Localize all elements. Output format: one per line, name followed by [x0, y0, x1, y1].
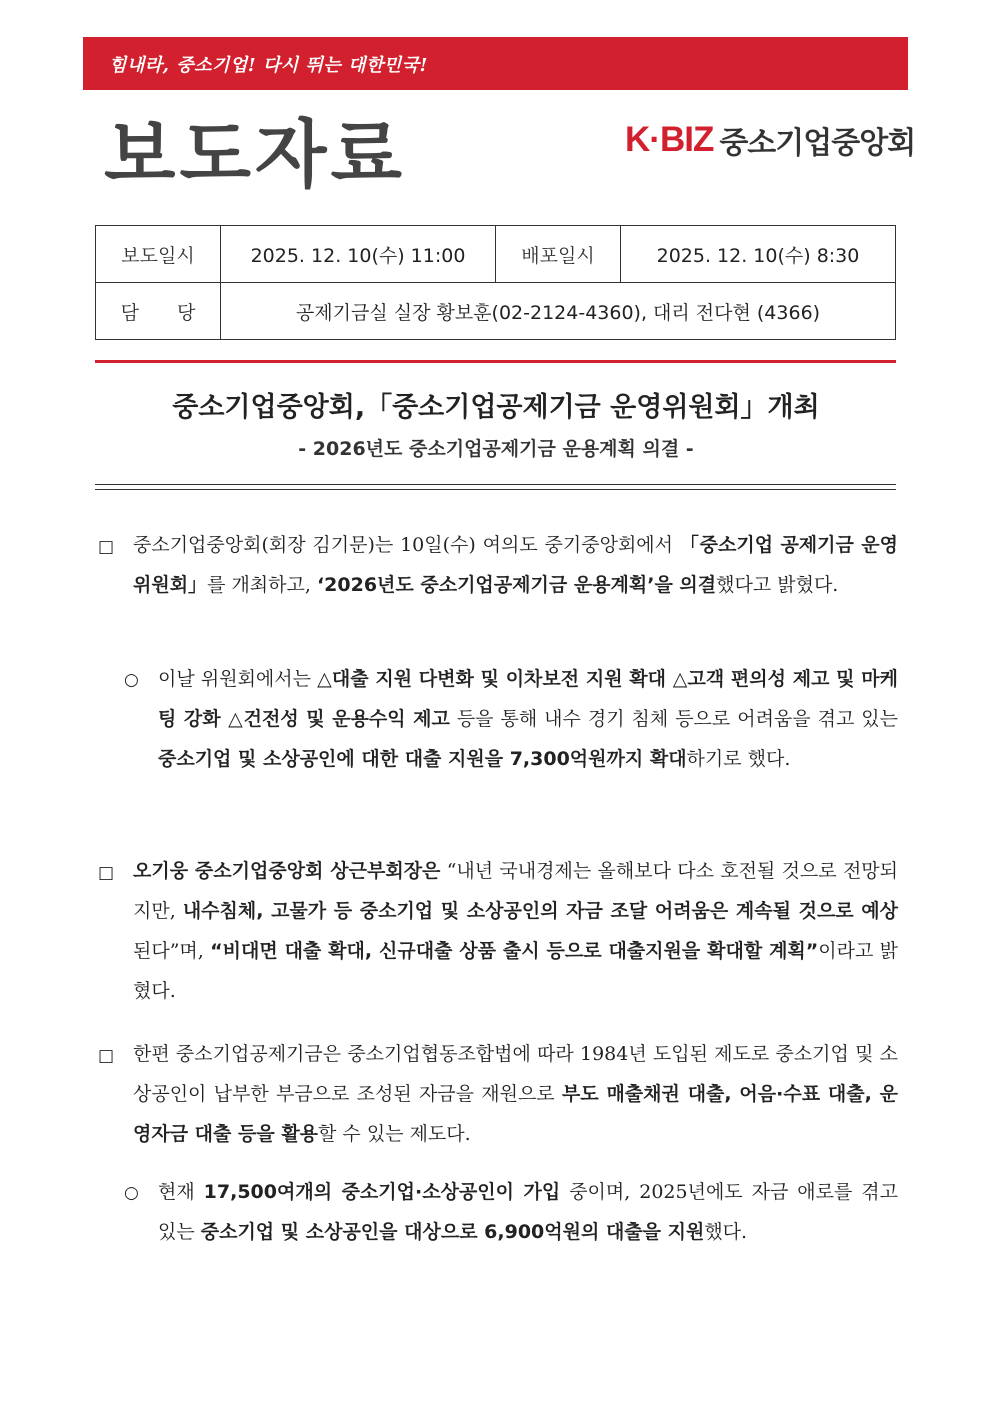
p1-text-e: 했다고 밝혔다. — [716, 574, 839, 596]
p3-text-b: “내년 국내경제는 올해보다 다소 호전될 것으로 전망되지만, — [133, 860, 898, 922]
info-divider — [95, 360, 896, 363]
p1-text-d: ‘2026년도 중소기업공제기금 운용계획’을 의결 — [316, 574, 717, 596]
headline: 중소기업중앙회,「중소기업공제기금 운영위원회」개최 — [172, 392, 820, 423]
p3-text-d: 된다”며, — [133, 940, 211, 962]
contact-label: 담 당 — [96, 283, 221, 340]
contact-value: 공제기금실 실장 황보훈(02-2124-4360), 대리 전다현 (4366) — [221, 283, 896, 340]
p2-text-d: 중소기업 및 소상공인에 대한 대출 지원을 7,300억원까지 확대 — [158, 748, 687, 770]
p3-text-c: 내수침체, 고물가 등 중소기업 및 소상공인의 자금 조달 어려움은 계속될 것으로 예상 — [182, 900, 898, 922]
circle-bullet-2: ○ — [124, 1183, 139, 1203]
p3-text-f: 이라고 밝혔다. — [133, 940, 898, 1002]
kbiz-logo — [625, 118, 915, 162]
headline-divider-top — [95, 484, 896, 485]
square-bullet-2: □ — [98, 863, 115, 883]
logo-mark — [625, 120, 713, 160]
release-info-table — [95, 225, 896, 340]
p3-text-e: “비대면 대출 확대, 신규대출 상품 출시 등으로 대출지원을 확대할 계획” — [210, 940, 819, 962]
p1-text-c: 를 개최하고, — [207, 574, 317, 596]
release-date-label: 보도일시 — [96, 226, 221, 283]
p2-text-e: 하기로 했다. — [686, 748, 791, 770]
p5-text-e: 했다. — [704, 1221, 748, 1243]
p4-text-c: 할 수 있는 제도다. — [318, 1123, 471, 1145]
paragraph-4 — [133, 1034, 898, 1154]
logo-org-name: 중소기업중앙회 — [719, 126, 916, 161]
square-bullet-1: □ — [98, 537, 115, 557]
logo-mark-k: K — [625, 120, 650, 159]
paragraph-1 — [133, 525, 898, 605]
paragraph-3 — [133, 851, 898, 1011]
slogan-banner — [83, 37, 908, 90]
paragraph-5 — [158, 1172, 898, 1252]
p5-text-d: 중소기업 및 소상공인을 대상으로 6,900억원의 대출을 지원 — [200, 1221, 705, 1243]
circle-bullet-1: ○ — [124, 670, 139, 690]
p5-text-c: 중이며, 2025년에도 자금 애로를 겪고 있는 — [158, 1181, 898, 1243]
p2-text-c: 등을 통해 내수 경기 침체 등으로 어려움을 겪고 있는 — [449, 708, 898, 730]
p5-text-a: 현재 — [158, 1181, 204, 1203]
document-title: 보도자료 — [104, 112, 406, 198]
p2-text-a: 이날 위원회에서는 — [158, 668, 318, 690]
p1-text-a: 중소기업중앙회(회장 김기문)는 10일(수) 여의도 중기중앙회에서 — [133, 534, 680, 556]
p4-text-a: 한편 중소기업공제기금은 중소기업협동조합법에 따라 1984년 도입된 제도로 중소기업 및 소상공인이 납부한 부금으로 조성된 자금을 재원으로 — [133, 1043, 898, 1105]
p4-text-b: 부도 매출채권 대출, 어음·수표 대출, 운영자금 대출 등을 활용 — [133, 1083, 898, 1145]
subheadline: - 2026년도 중소기업공제기금 운용계획 의결 - — [298, 438, 694, 460]
logo-mark-dot: · — [649, 120, 660, 159]
paragraph-2 — [158, 659, 898, 779]
distribution-date-value: 2025. 12. 10(수) 8:30 — [621, 226, 896, 283]
p1-text-b: 「중소기업 공제기금 운영위원회」 — [133, 534, 898, 596]
p2-text-b: △대출 지원 다변화 및 이차보전 지원 확대 △고객 편의성 제고 및 마케팅 강화 △건전성 및 운용수익 제고 — [158, 668, 898, 730]
release-date-value: 2025. 12. 10(수) 11:00 — [221, 226, 496, 283]
logo-mark-biz: BIZ — [659, 120, 714, 159]
p5-text-b: 17,500여개의 중소기업·소상공인이 가입 — [203, 1181, 561, 1203]
p3-text-a: 오기웅 중소기업중앙회 상근부회장은 — [133, 860, 441, 882]
distribution-date-label: 배포일시 — [496, 226, 621, 283]
slogan-text: 힘내라, 중소기업! 다시 뛰는 대한민국! — [109, 55, 428, 76]
square-bullet-3: □ — [98, 1046, 115, 1066]
headline-divider-bottom — [95, 489, 896, 490]
